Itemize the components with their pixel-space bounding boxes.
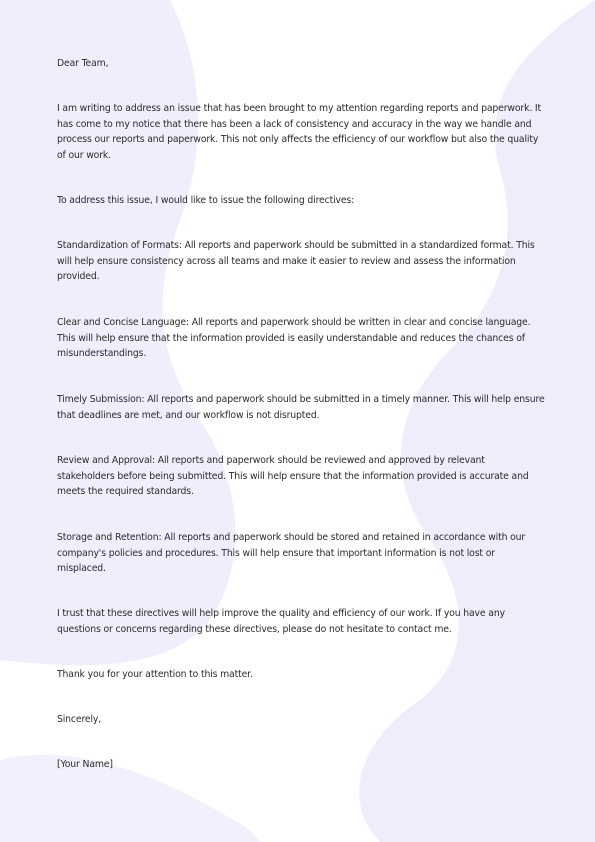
directive-clear-language: Clear and Concise Language: All reports and paperwork should be written in clear and concise language. This will help ensure that the information provided is easily understandable and reduces the chances of misunderstandings. xyxy=(57,317,531,359)
salutation: Dear Team, xyxy=(57,58,109,69)
signoff: Sincerely, xyxy=(57,714,102,725)
closing-paragraph: I trust that these directives will help improve the quality and efficiency of our work. If you have any questions or concerns regarding these directives, please do not hesitate to contact me. xyxy=(57,608,505,635)
directives-intro: To address this issue, I would like to issue the following directives: xyxy=(57,195,355,206)
signature-placeholder: [Your Name] xyxy=(57,759,113,770)
intro-paragraph: I am writing to address an issue that has been brought to my attention regarding reports and paperwork. It has come to my notice that there has been a lack of consistency and accuracy in the way we handle and process our reports and paperwork. This not only affects the efficiency of our workflow but also the quality of our work. xyxy=(57,103,542,161)
directive-review-approval: Review and Approval: All reports and paperwork should be reviewed and approved by relevant stakeholders before being submitted. This will help ensure that the information provided is accurate and meets the required standards. xyxy=(57,455,529,497)
directive-standardization: Standardization of Formats: All reports and paperwork should be submitted in a standardized format. This will help ensure consistency across all teams and make it easier to review and assess the information provided. xyxy=(57,240,535,282)
directive-timely-submission: Timely Submission: All reports and paperwork should be submitted in a timely manner. This will help ensure that deadlines are met, and our workflow is not disrupted. xyxy=(57,394,545,421)
directive-storage-retention: Storage and Retention: All reports and paperwork should be stored and retained in accordance with our company's policies and procedures. This will help ensure that important information is not lost or misplaced. xyxy=(57,532,526,574)
thanks-line: Thank you for your attention to this matter. xyxy=(57,669,253,680)
